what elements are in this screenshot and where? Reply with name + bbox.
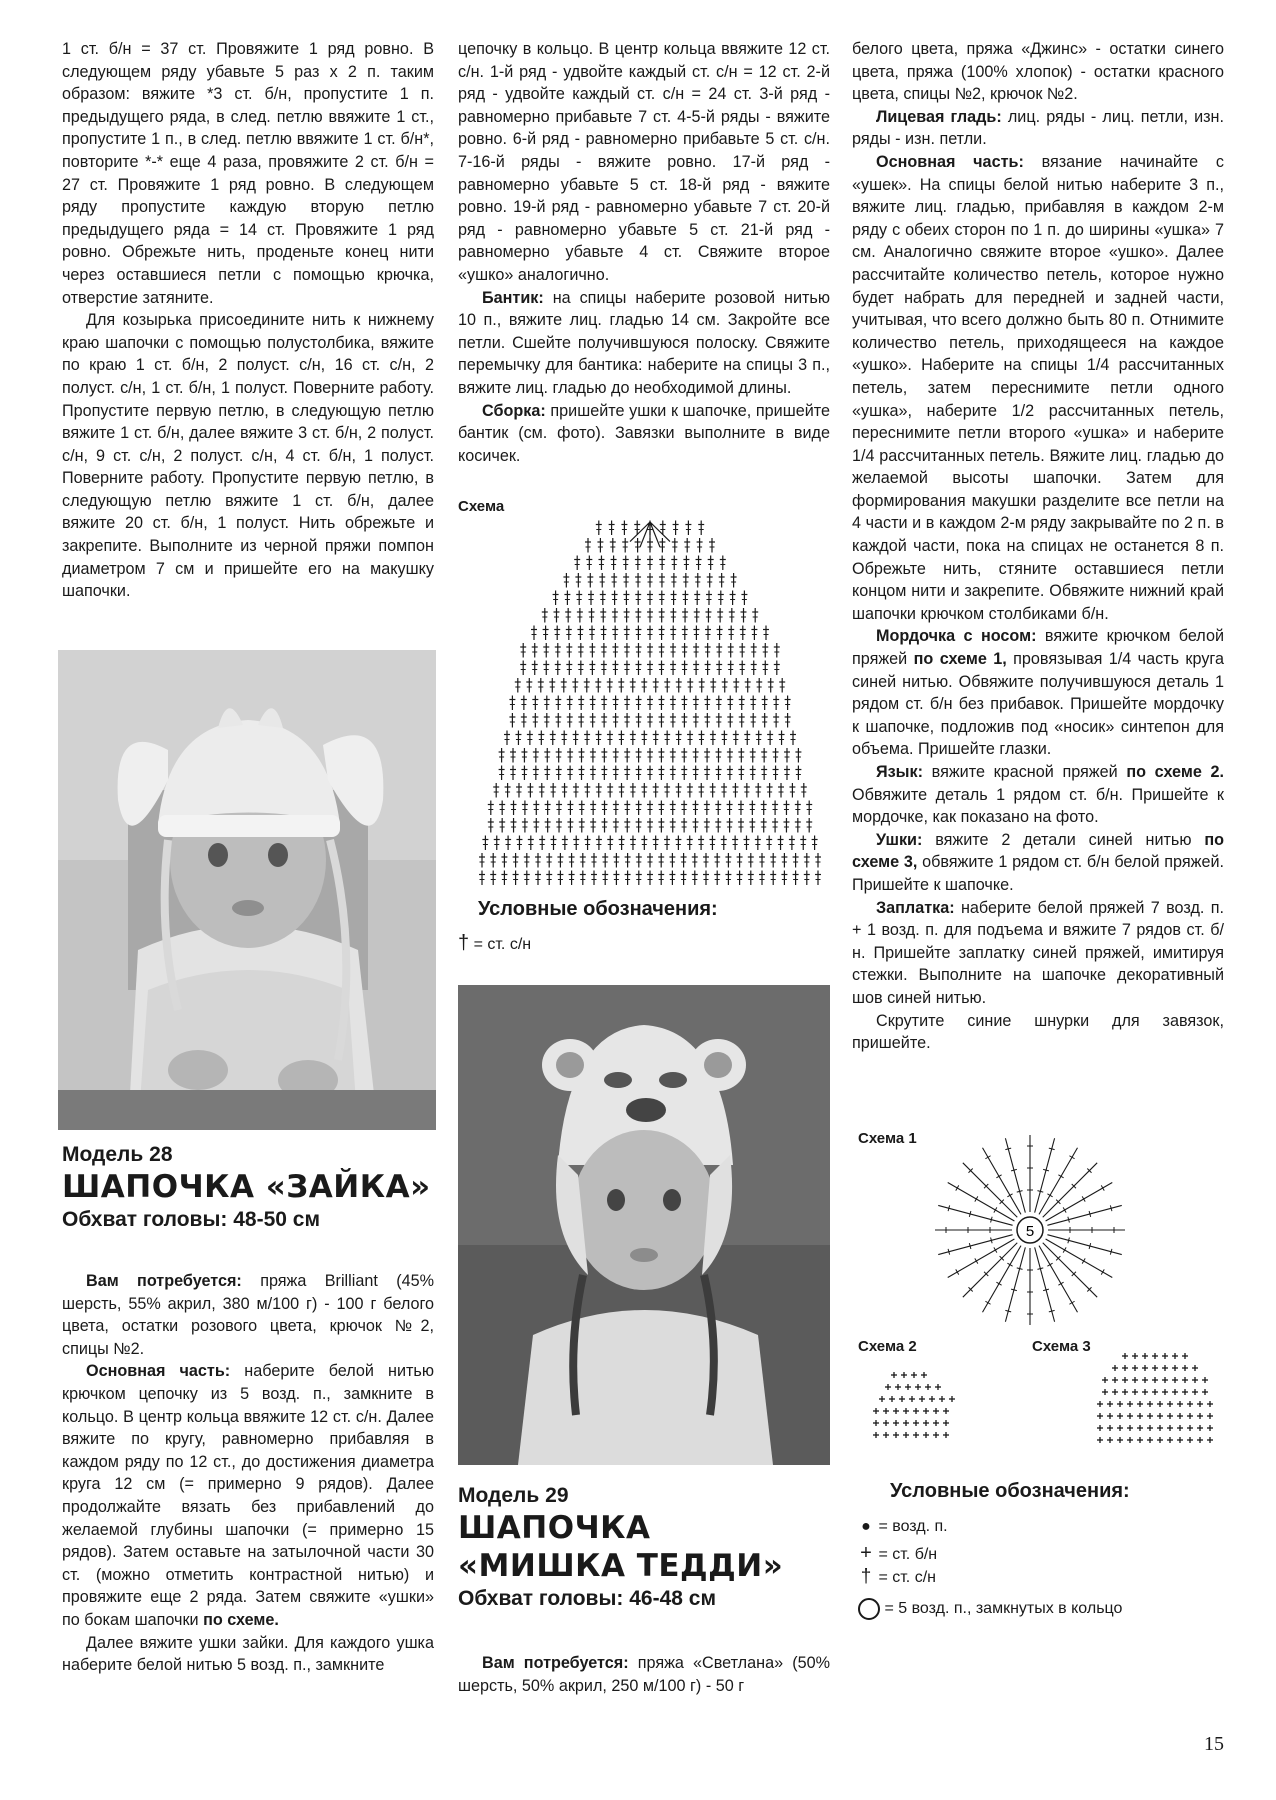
main-label: Основная часть: [86, 1362, 231, 1381]
muzzle-text: вяжите крючком белой пряжей [852, 627, 1224, 669]
chart-stroke [948, 1183, 1015, 1222]
paragraph [62, 1360, 434, 1631]
chart-stroke [938, 1205, 1012, 1225]
schema-2-label: Схема 2 [858, 1338, 917, 1355]
ears-text: обвяжите 1 рядом ст. б/н белой пряжей. Пришейте к шапочке. [852, 853, 1224, 894]
legend-item-text: = 5 возд. п., замкнутых в кольцо [884, 1600, 1123, 1618]
legend-title: Условные обозначения: [890, 1480, 1130, 1502]
dc-stitch-icon: † [860, 1566, 872, 1587]
model-title: ШАПОЧКА «ЗАЙКА» [62, 1169, 431, 1205]
legend-title: Условные обозначения: [478, 898, 718, 920]
main-bold: по схеме. [203, 1610, 279, 1629]
paragraph: Скрутите синие шнурки для завязок, пришейте. [852, 1011, 1224, 1053]
paragraph: белого цвета, пряжа «Джинс» - остатки синего цвета, пряжа (100% хлопок) - остатки красного цвета, спицы №2, крючок №2. [852, 40, 1224, 104]
need-label: Вам потребуется: [482, 1654, 629, 1672]
chain-stitch-icon: ● [861, 1518, 871, 1535]
schema-label: Схема [458, 498, 505, 515]
photo-bunny-hat [58, 650, 436, 1130]
chart-stroke [963, 1163, 1017, 1217]
legend-item [858, 1542, 937, 1565]
assembly-text: пришейте ушки к шапочке, пришейте бантик (см. фото). Завязки выполните в виде косичек. [458, 401, 830, 465]
need-label: Вам потребуется: [86, 1272, 242, 1290]
chart-stroke [1039, 1246, 1078, 1313]
chart-stroke [1005, 1138, 1025, 1212]
model-label: Модель 28 [62, 1143, 173, 1166]
legend-item-text: = ст. б/н [878, 1546, 938, 1563]
legend-item [858, 1518, 948, 1536]
chart-stroke [1043, 1243, 1097, 1297]
legend-item-text: = ст. с/н [878, 1569, 936, 1586]
model-title-line2: «МИШКА ТЕДДИ» [458, 1548, 784, 1584]
paragraph [458, 1652, 830, 1697]
paragraph: Для козырька присоедините нить к нижнему краю шапочки с помощью полустолбика, вяжите по краю 1 ст. б/н, 2 полуст. с/н, 16 ст. с/н, 2 полуст. с/н, 1 ст. б/н, 1 полуст. Поверните работу. Пропустите первую петлю, в следующую петлю вяжите 1 ст. б/н, далее вяжите 3 ст. б/н, 2 полуст. с/н, 9 ст. с/н, 2 полуст. с/н, 4 ст. б/н, 1 полуст. Поверните работу. Пропустите первую петлю, в следующую петлю вяжите 1 ст. б/н, далее вяжите 20 ст. б/н, 1 полуст. Нить обрежьте и закрепите. Выполните из черной пряжи помпон диаметром 7 см и пришейте его на макушку шапочки. [62, 311, 434, 601]
chart-stroke [1047, 1205, 1121, 1225]
ring-icon [858, 1598, 880, 1620]
sc-stitch-icon: + [860, 1542, 872, 1564]
paragraph [458, 287, 830, 400]
chart-stroke [983, 1246, 1022, 1313]
bow-text: на спицы наберите розовой нитью 10 п., вяжите лиц. гладью 14 см. Закройте все петли. Сшейте получившуюся полоску. Свяжите перемычку для бантика: наберите на спицы 3 п., вяжите лиц. гладью до необходимой длины. [458, 288, 830, 397]
model-28-heading [62, 1142, 442, 1234]
paragraph [852, 625, 1224, 761]
paragraph [852, 829, 1224, 897]
muzzle-bold: по схеме 1, [913, 650, 1007, 669]
muzzle-label: Мордочка с носом: [876, 627, 1037, 646]
main-label: Основная часть: [876, 152, 1024, 171]
legend-item [858, 1566, 936, 1588]
main-text: вязание начинайте с «ушек». На спицы белой нитью наберите 3 п., вяжите лиц. гладью, прибавляя в каждом 2-м ряду с обеих сторон по 1 п. до ширины «ушка» 7 см. Аналогично свяжите второе «ушко». Далее рассчитайте количество петель, которое нужно будет набрать для передней и задней части, учитывая, что всего должно быть 80 п. Отнимите количество петель, приходящееся на каждое «ушко». Наберите на спицы 1/4 рассчитанных петель, затем переснимите петли одного «ушка», наберите 1/2 рассчитанных петель, переснимите петли второго «ушка» и наберите 1/4 рассчитанных петель. Вяжите лиц. гладью до желаемой высоты шапочки. Затем для формирования макушки разделите все петли на 4 части и в каждом 2-м ряду закрывайте по 2 п. в каждой части, пока на спицах не останется 8 п. Обрежьте нить, стяните оставшиеся петли концом нити и закрепите. Обвяжите нижний край шапочки крючком столбиками б/н. [852, 152, 1224, 623]
chart-stroke [640, 522, 650, 547]
face-label: Лицевая гладь: [876, 107, 1002, 126]
chart-stroke [948, 1239, 1015, 1278]
legend-item-text: = ст. с/н [473, 936, 532, 953]
ears-label: Ушки: [876, 830, 923, 849]
muzzle-text: провязывая 1/4 часть круга синей нитью. Обвяжите получившуюся деталь 1 рядом ст. б/н без прибавок. Пришейте мордочку к шапочке, подложив под «носик» синтепон для объема. Пришейте глазки. [852, 650, 1224, 759]
legend-item [858, 1598, 1122, 1620]
legend-item [458, 932, 531, 955]
chart-stroke [1005, 1247, 1025, 1321]
chart-stroke [1046, 1239, 1113, 1278]
chart-stroke [1039, 1148, 1078, 1215]
legend-item-text: = возд. п. [878, 1518, 948, 1535]
paragraph [852, 151, 1224, 625]
paragraph: 1 ст. б/н = 37 ст. Провяжите 1 ряд ровно. В следующем ряду убавьте 5 раз x 2 п. таким образом: вяжите *3 ст. б/н, пропустите 1 п. предыдущего ряда, в след. петлю ввяжите 1 ст., пропустите 1 п., в след. петлю ввяжите 1 ст. б/н*, повторите *-* еще 4 раза, провяжите 2 ст. б/н = 27 ст. Провяжите 1 ряд ровно. В следующем ряду пропустите каждую вторую петлю предыдущего ряда = 14 ст. Провяжите 1 ряд ровно. Обрежьте нить, проденьте конец нити через оставшиеся петли с помощью крючка, отверстие затяните. [62, 40, 434, 307]
crochet-chart-ear [470, 510, 830, 895]
model-title-line1: ШАПОЧКА [458, 1510, 651, 1546]
model-label: Модель 29 [458, 1484, 569, 1507]
chart-stroke [1043, 1163, 1097, 1217]
column-1 [62, 38, 434, 603]
column-3 [852, 38, 1224, 1055]
ears-bold: по схеме 3, [852, 830, 1224, 872]
paragraph [458, 400, 830, 468]
tongue-bold: по схеме 2. [1126, 763, 1224, 781]
chart-stroke [963, 1243, 1017, 1297]
bow-label: Бантик: [482, 288, 544, 307]
schema-3-label: Схема 3 [1032, 1338, 1091, 1355]
page-number: 15 [1204, 1733, 1224, 1755]
paragraph [62, 1270, 434, 1360]
model-subtitle: Обхват головы: 48-50 см [62, 1208, 320, 1231]
ears-text: вяжите 2 детали синей нитью [922, 830, 1205, 849]
schema-1-label: Схема 1 [858, 1130, 917, 1147]
need-text: пряжа «Светлана» (50% шерсть, 50% акрил, 250 м/100 г) - 50 г [458, 1654, 830, 1695]
crochet-chart-tongue [870, 1365, 970, 1450]
chart-stroke [938, 1235, 1012, 1255]
main-text: наберите белой нитью крючком цепочку из 5 возд. п., замкните в кольцо. В центр кольца ввяжите 12 ст. с/н. Далее вяжите по кругу, равномерно прибавляя в каждом ряду по 12 ст., до достижения диаметра круга 12 см (= примерно 9 рядов). Далее продолжайте вязать без прибавлений до желаемой глубины шапочки (= примерно 15 рядов). Затем оставьте на затылочной части 30 ст. (можно отметить контрастной нитью) и провяжите еще 2 ряда. Затем свяжите «ушки» по бокам шапочки [62, 1362, 434, 1629]
paragraph [852, 897, 1224, 1010]
assembly-label: Сборка: [482, 401, 546, 420]
tongue-text: вяжите красной пряжей [923, 763, 1127, 781]
column-2 [458, 38, 830, 467]
crochet-chart-muzzle [920, 1120, 1140, 1340]
model-29-heading [458, 1483, 838, 1613]
paragraph: Далее вяжите ушки зайки. Для каждого ушка наберите белой нитью 5 возд. п., замкните [62, 1633, 434, 1675]
patch-text: наберите белой пряжей 7 возд. п. + 1 возд. п. для подъема и вяжите 7 рядов ст. б/н. Пришейте заплатку синей пряжей, имитируя стежки. Выполните на шапочке декоративный шов синей нитью. [852, 898, 1224, 1007]
crochet-chart-ears [1095, 1348, 1225, 1450]
face-text: лиц. ряды - лиц. петли, изн. ряды - изн. петли. [852, 107, 1224, 149]
photo-teddy-hat [458, 985, 830, 1465]
chart-stroke [650, 522, 660, 547]
tongue-text: Обвяжите деталь 1 рядом ст. б/н. Пришейте к мордочке, как показано на фото. [852, 785, 1224, 827]
paragraph: цепочку в кольцо. В центр кольца ввяжите 12 ст. с/н. 1-й ряд - удвойте каждый ст. с/н = 12 ст. 2-й ряд - удвойте каждый ст. с/н = 24 ст. 3-й ряд - равномерно прибавьте 7 ст. 4-5-й ряды - вяжите ровно. 6-й ряд - равномерно прибавьте 5 ст. с/н. 7-16-й ряды - вяжите ровно. 17-й ряд - равномерно убавьте 5 ст. 18-й ряд - вяжите ровно. 19-й ряд - равномерно убавьте 7 ст. 20-й ряд - равномерно убавьте 5 ст. 21-й ряд - равномерно убавьте 4 ст. Свяжите второе «ушко» аналогично. [458, 40, 830, 284]
paragraph [852, 761, 1224, 829]
chart-stroke [1047, 1235, 1121, 1255]
chart-stroke [1035, 1247, 1055, 1321]
chart-stroke [983, 1148, 1022, 1215]
model-28-text [62, 1270, 434, 1677]
ring-number: 5 [1025, 1223, 1035, 1240]
model-subtitle: Обхват головы: 46-48 см [458, 1587, 716, 1610]
dc-stitch-icon: † [458, 932, 470, 954]
paragraph [852, 106, 1224, 151]
chart-stroke [1046, 1183, 1113, 1222]
patch-label: Заплатка: [876, 898, 955, 917]
chart-stroke [1035, 1138, 1055, 1212]
tongue-label: Язык: [876, 763, 923, 781]
need-text: пряжа Brilliant (45% шерсть, 55% акрил, 380 м/100 г) - 100 г белого цвета, остатки розового цвета, крючок №2, спицы №2. [62, 1272, 434, 1358]
model-29-text [458, 1652, 830, 1697]
